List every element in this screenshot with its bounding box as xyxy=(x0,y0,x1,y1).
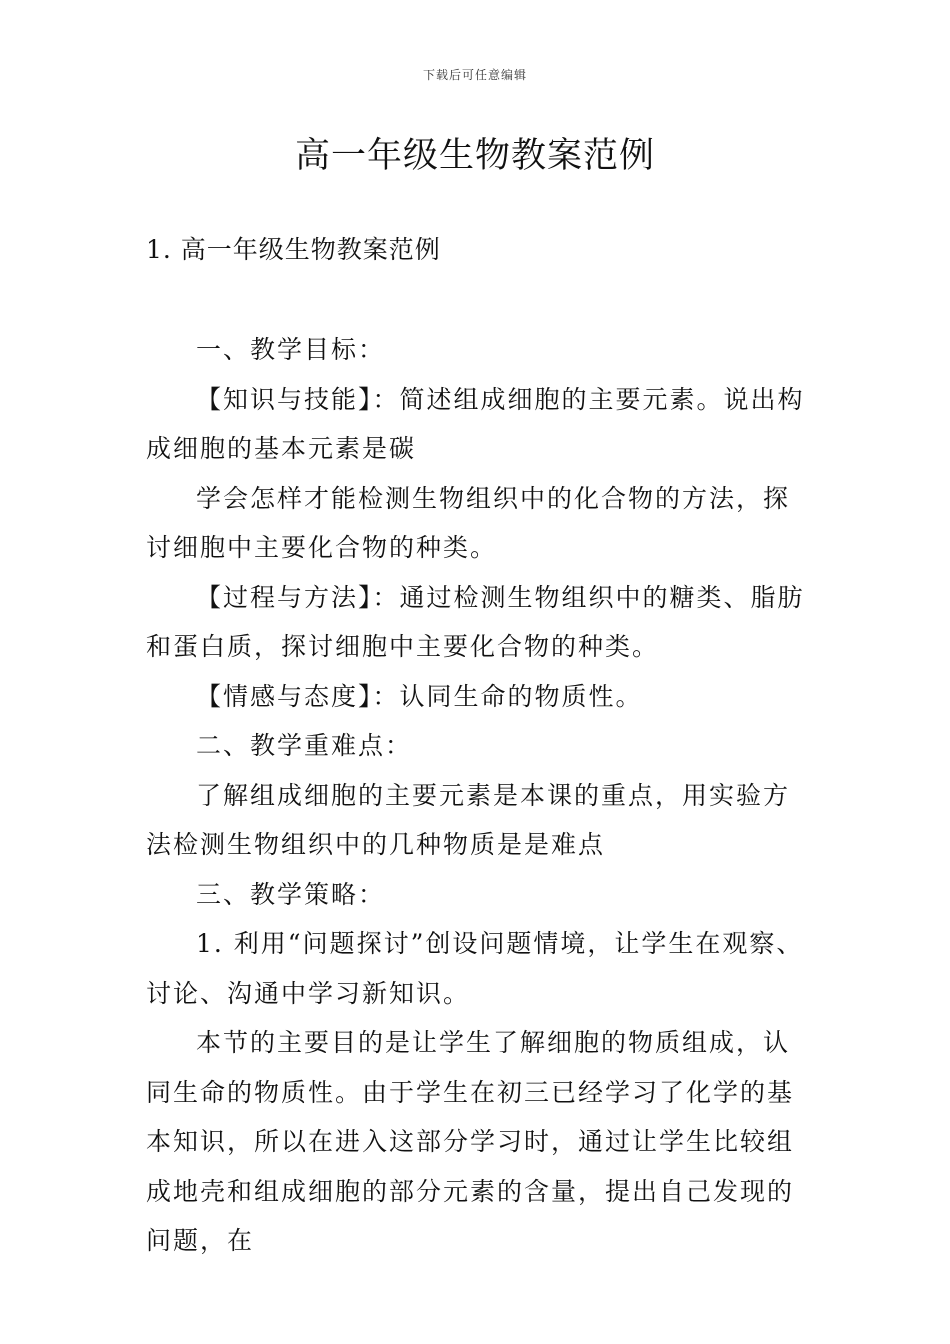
paragraph-emotion-attitude: 【情感与态度】：认同生命的物质性。 xyxy=(196,681,643,711)
document-body xyxy=(146,325,806,1266)
heading-teaching-strategy: 三、教学策略： xyxy=(196,879,386,909)
paragraph-key-difficulties: 了解组成细胞的主要元素是本课的重点，用实验方法检测生物组织中的几种物质是是难点 xyxy=(146,780,791,859)
header-note: 下载后可任意编辑 xyxy=(422,68,527,82)
section-heading: 1. 高一年级生物教案范例 xyxy=(146,235,441,264)
paragraph-section-purpose: 本节的主要目的是让学生了解细胞的物质组成，认同生命的物质性。由于学生在初三已经学习了化学的基本知识，所以在进入这部分学习时，通过让学生比较组成地壳和组成细胞的部分元素的含量，提出自己发现的问题，在 xyxy=(146,1028,795,1255)
paragraph-knowledge-skills: 【知识与技能】：简述组成细胞的主要元素。说出构成细胞的基本元素是碳 xyxy=(146,384,805,463)
heading-teaching-objectives: 一、教学目标： xyxy=(196,335,386,364)
paragraph-detection-methods: 学会怎样才能检测生物组织中的化合物的方法，探讨细胞中主要化合物的种类。 xyxy=(146,483,791,562)
paragraph-process-methods: 【过程与方法】：通过检测生物组织中的糖类、脂肪和蛋白质，探讨细胞中主要化合物的种类。 xyxy=(146,582,805,661)
paragraph-strategy-one: 1. 利用“问题探讨”创设问题情境，让学生在观察、讨论、沟通中学习新知识。 xyxy=(146,929,804,1008)
heading-key-difficulties: 二、教学重难点： xyxy=(196,731,413,760)
page-title: 高一年级生物教案范例 xyxy=(294,136,655,176)
